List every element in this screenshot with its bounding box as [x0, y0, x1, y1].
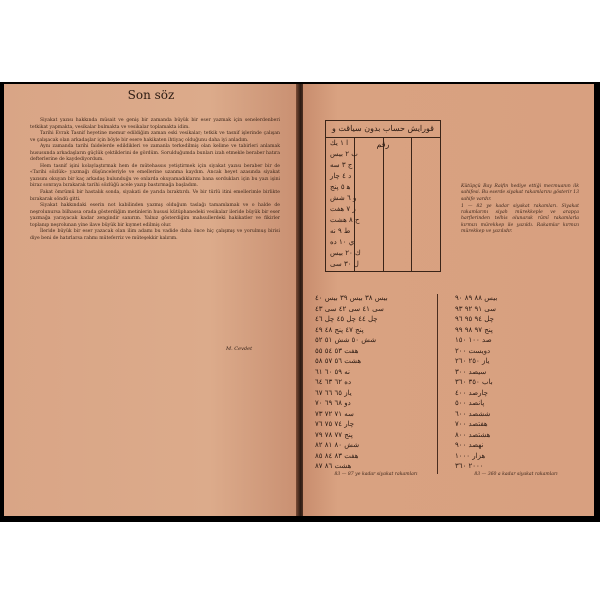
- table-row: ﺝ ٣ ﺳﻪ: [330, 161, 353, 169]
- page-title: Son söz: [127, 88, 175, 102]
- numeral-row: ﻧﻪ ٥٩ ٦٠ ٦١: [315, 367, 350, 376]
- numeral-row: ﺑﺎﺏ ٣٥٠ ٣٦٠: [455, 378, 493, 386]
- table-row: ﻝ ٣٠ ﺳﻰ: [330, 260, 359, 268]
- numeral-row: ﭼﻞ ٩٤ ٩٥ ٩٦: [455, 315, 494, 323]
- numerals-column-right: [455, 294, 583, 474]
- numeral-row: ﺑﻴﺲ ٨٨ ٨٩ ٩٠: [455, 294, 498, 302]
- paragraph: Siyakat hakkındaki eserin not kabilinden yazmış olduğum taslağı tamamlamak ve o halde de neşrolunursa bilhassa orada gösterdiğim metinlerin hususi kütüphanedeki vesikalar ileride büyük bir eser yazmağa yarayacak kadar zengindir sanırım. Yalnız gösterdiğim mahsullerdeki hakikatler ve fikirler toplanıp neşrolunan yine ilave büyük bir kıymet edilmiş olur.: [30, 203, 280, 228]
- table-row: ﺩ ٤ ﭼﺎﺭ: [330, 172, 352, 180]
- paragraph: Aynı zamanda tarihi faidelerde edildikleri ve zamanla terkedilmiş olan kelime ve tabirleri anlamak hususunda arkadaşların güçlük çektiklerini de gördüm. Sorulduğumda bunları izah etmekle beraber hatıra defterlerine de kaydediyordum.: [30, 144, 280, 163]
- right-page: [303, 84, 594, 516]
- table-row: ﺏ ٢ ﺑﻴﺲ: [330, 150, 358, 158]
- numeral-row: ﺳﻰ ٤١ ﺳﻰ ٤٢ ﺳﻰ ٤٣: [315, 304, 384, 313]
- siyakat-numerals: [315, 294, 583, 474]
- numeral-row: ﻫﻔﺘﺼﺪ ٧٠٠: [455, 420, 488, 428]
- paragraph: Tarihi Evrak Tasnif heyetine memur edildiğim zaman eski vesikalar; tetkik ve tasnif işlerinde çalışan ve çalışacak olan arkadaşlar için böyle bir esere hakikaten ihtiyaç olduğunu daha iyi anladım.: [30, 131, 280, 143]
- numeral-row: ﺩﻭ ٦٨ ٦٩ ٧٠: [315, 399, 351, 407]
- author-signature: M. Cevdet: [226, 346, 253, 352]
- table-row: ﻙ ٢٠ ﺑﻴﺲ: [330, 249, 361, 257]
- table-row: ﻁ ٩ ﻧﻪ: [330, 227, 351, 235]
- table-row: ﺡ ٨ ﻫﺸﺖ: [330, 216, 360, 224]
- numeral-row: ﻫﻔﺖ ٨٣ ٨٤ ٨٥: [315, 451, 359, 460]
- caption-left: 83 — 87 ye kadar siyakat rakamları: [334, 472, 418, 477]
- numeral-row: ٢٠٠٠ ٣٦٠: [455, 462, 484, 470]
- numeral-row: ﺷﺶ ٥٠ ﺷﺶ ٥١ ٥٢: [315, 336, 377, 344]
- numeral-row: ﻫﺸﺖ ٥٦ ٥٧ ٥٨: [315, 357, 362, 365]
- numeral-row: ﺩﻩ ٦٢ ٦٣ ٦٤: [315, 378, 352, 386]
- table-rows: [326, 139, 440, 269]
- table-row: ﺯ ٧ ﻫﻔﺖ: [330, 205, 356, 213]
- numeral-row: ﺩﻭﻳﺴﺖ ٢٠٠: [455, 346, 491, 355]
- numeral-row: ﻫﺸﺘﺼﺪ ٨٠٠: [455, 430, 491, 439]
- numeral-row: ﻫﺰﺍﺭ ١٠٠٠: [455, 451, 486, 460]
- numeral-row: ﺑﻴﺲ ٣٨ ﺑﻴﺲ ٣٩ ﺑﻴﺲ ٤٠: [315, 294, 388, 302]
- paragraph: İleride büyük bir eser yazacak olan ilim adamı bu vadide daha önce hiç çalışmış ve yorulmuş birisi diye beni de hatırlarsa rahmı müteferriz ve müteşekkir kalırım.: [30, 229, 280, 241]
- table-row: ﻫ ٥ ﭘﻨﺞ: [330, 183, 351, 191]
- column-divider: [437, 294, 438, 474]
- numeral-row: ﭘﻨﺞ ٩٧ ٩٨ ٩٩: [455, 325, 493, 334]
- table-row: ﺍ ١ ﻳﻚ: [330, 139, 349, 147]
- numeral-row: ﺷﺸﺼﺪ ٦٠٠: [455, 409, 491, 418]
- caption-right: 83 — 360 a kadar siyakat rakamları: [474, 472, 558, 477]
- afterword-text: [30, 118, 280, 242]
- caption-note: [461, 184, 579, 236]
- numeral-row: ﻫﺸﺖ ٨٦ ٨٧: [315, 462, 352, 470]
- numerals-column-left: [315, 294, 443, 474]
- numeral-row: ﭼﺎﺭ ٧٤ ٧٥ ٧٦: [315, 420, 355, 428]
- numeral-row: ﺳﻰ ٩١ ٩٢ ٩٣: [455, 304, 496, 313]
- numeral-row: ﭘﻨﺞ ٧٧ ٧٨ ٧٩: [315, 430, 353, 439]
- table-header: ﻗﻮﺭﺍﻳﺶ ﺣﺴﺎﺏ ﺑﺪﻭﻥ ﺳﻴﺎﻗﺖ ﻭ ﺭﻗﻢ: [326, 121, 440, 138]
- numeral-row: ﺻﺪ ١٠٠ ١٥٠: [455, 336, 492, 344]
- numeral-row: ﺳﻴﺼﺪ ٣٠٠: [455, 367, 487, 376]
- paragraph: Siyakat yazısı hakkında müsait ve geniş bir zamanda büyük bir eser yazmak için senelerdenberi tetkikat yapmakta, vesikalar bulmakta ve vesikalar toplamakta idim.: [30, 118, 280, 130]
- numeral-row: ﻳﺎﺯ ٦٥ ٦٦ ٦٧: [315, 388, 352, 397]
- paragraph: Hem tasnif işini kolaylaştırmak hem de mütehassıs yetiştirmek için siyakat yazısı beraber bir de «Tarihi sözlük» yazmağı düşünceleriyle ve emellerine uzanma kaydım. Ancak heyet azasında siyakat yazısını okuyan bir kaç arkadaş bulunduğu ve onlarda okuyamadıklarını bana sordukları için bu yazı işini biraz sonraya bırakarak tarihi sözlüğü acele yazıp bastırmağa başladım.: [30, 163, 280, 189]
- numeral-row: ﻫﻔﺖ ٥٣ ٥٤ ٥٥: [315, 346, 359, 355]
- numeral-row: ﺳﻪ ٧١ ٧٢ ٧٣: [315, 409, 354, 418]
- note-paragraph: Kütüpçü Bay Raifin hediye ettiği mecmuanın ilk sahifesi. Bu eserde siyakat rakamlarını gösterir 13 sahife vardır.: [461, 184, 579, 202]
- table-row: ﻱ ١٠ ﺩﻩ: [330, 238, 355, 246]
- numeral-row: ﻳﺎﺯ ٢٥٠ ٢٦٠: [455, 357, 490, 365]
- numeral-row: ﺷﺶ ٨٠ ٨١ ٨٢: [315, 441, 360, 449]
- numeral-row: ﻧﻬﺼﺪ ٩٠٠: [455, 441, 484, 449]
- siyakat-table: [325, 120, 441, 272]
- paragraph: Fakat ömrümü bir hastalık sonda, siyakati de yarıda bıraktırdı. Ve bir türlü itini emellerimle birlikte bırakarak söndü gitti.: [30, 190, 280, 202]
- note-paragraph: 1 — 82 ye kadar siyakat rakamları. Siyakat rakamlarını siyah mürekkeple ve arapça harflerinden telhis olunarak rûmî rakamlarla kırmızı mürekkep ile yazıldı. Rakamlar kırmızı mürekkep ve yazılıdır.: [461, 203, 579, 235]
- numeral-row: ﭘﺎﻧﺼﺪ ٥٠٠: [455, 399, 485, 407]
- numeral-row: ﭼﻞ ٤٤ ﭼﻞ ٤٥ ﭼﻞ ٤٦: [315, 315, 378, 323]
- table-row: ﻭ ٦ ﺷﺶ: [330, 194, 357, 202]
- numeral-row: ﭘﻨﺞ ٤٧ ﭘﻨﺞ ٤٨ ٤٩: [315, 325, 364, 334]
- numeral-row: ﭼﺎﺭﺻﺪ ٤٠٠: [455, 388, 488, 397]
